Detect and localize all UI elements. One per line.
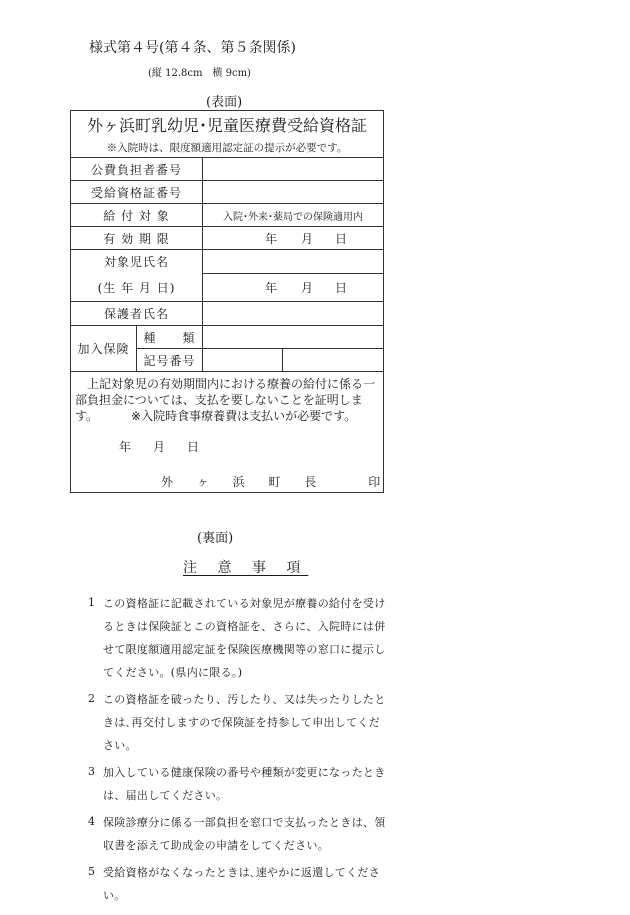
birth-date-field[interactable] xyxy=(203,274,384,302)
day-unit: 日 xyxy=(335,231,348,246)
validity-period-label: 有 効 期 限 xyxy=(71,227,203,250)
insurance-symbol-number-label: 記号番号 xyxy=(137,349,203,372)
validity-date-field[interactable] xyxy=(203,227,384,250)
note-item xyxy=(88,861,388,907)
recipient-number-label: 受給資格証番号 xyxy=(71,181,203,204)
note-item xyxy=(88,761,388,807)
note-text: 受給資格がなくなったときは､速やかに返還してください。 xyxy=(103,866,380,902)
guardian-name-label: 保護者氏名 xyxy=(71,302,203,326)
form-number-heading: 様式第４号(第４条、第５条関係) xyxy=(89,40,296,56)
benefit-target-label: 給 付 対 象 xyxy=(71,204,203,227)
day-unit: 日 xyxy=(335,281,348,295)
certificate-note: ※入院時は、限度額適用認定証の提示が必要です。 xyxy=(71,137,384,158)
certificate-card xyxy=(70,110,384,493)
note-item xyxy=(88,688,388,757)
certification-text: 上記対象児の有効期間内における療養の給付に係る一部負担金については、支払を要しないことを証明します。 xyxy=(75,377,376,423)
public-burden-number-label: 公費負担者番号 xyxy=(71,158,203,181)
year-unit: 年 xyxy=(265,281,278,295)
note-text: この資格証を破ったり、汚したり、又は失ったりしたときは､再交付しますので保険証を持参して申出してください。 xyxy=(103,693,386,752)
issue-year: 年 xyxy=(119,440,132,454)
benefit-target-value: 入院･外来･薬局での保険適用内 xyxy=(203,204,384,227)
note-item xyxy=(88,592,388,684)
month-unit: 月 xyxy=(301,231,314,246)
note-item xyxy=(88,811,388,857)
note-text: この資格証に記載されている対象児が療養の給付を受けるときは保険証とこの資格証を、さらに、入院時には併せて限度額適用認定証を保険医療機関等の窓口に提示してください。(県内に限る。) xyxy=(103,597,386,679)
notes-list xyxy=(88,592,388,911)
certificate-title: 外ヶ浜町乳幼児･児童医療費受給資格証 xyxy=(71,111,384,138)
meal-cost-note: ※入院時食事療養費は支払いが必要です。 xyxy=(131,409,357,423)
year-unit: 年 xyxy=(265,231,278,246)
insurance-kind-label: 種 類 xyxy=(137,326,203,349)
note-number: 1 xyxy=(88,596,95,609)
notes-heading: 注 意 事 項 xyxy=(183,560,309,576)
public-burden-number-field[interactable] xyxy=(203,158,384,181)
note-number: 5 xyxy=(88,865,95,878)
issue-date xyxy=(71,438,383,455)
recipient-number-field[interactable] xyxy=(203,181,384,204)
child-name-label: 対象児氏名 xyxy=(71,250,203,274)
insurance-label: 加入保険 xyxy=(71,326,137,372)
child-name-field[interactable] xyxy=(203,250,384,274)
issue-day: 日 xyxy=(187,440,200,454)
note-number: 4 xyxy=(88,815,95,828)
month-unit: 月 xyxy=(301,281,314,295)
note-text: 保険診療分に係る一部負担を窓口で支払ったときは、領収書を添えて助成金の申請をしてください。 xyxy=(103,816,386,852)
insurance-number-field[interactable] xyxy=(283,349,384,372)
insurance-symbol-field[interactable] xyxy=(203,349,283,372)
certification-block xyxy=(71,372,384,493)
note-number: 3 xyxy=(88,765,95,778)
front-side-label: (表面) xyxy=(206,95,243,110)
back-side-label: (裏面) xyxy=(197,531,234,546)
note-number: 2 xyxy=(88,692,95,705)
guardian-name-field[interactable] xyxy=(203,302,384,326)
insurance-kind-field[interactable] xyxy=(203,326,384,349)
mayor-title: 外 ヶ 浜 町 長 xyxy=(161,475,327,489)
birth-date-label: (生 年 月 日) xyxy=(71,274,203,302)
issue-month: 月 xyxy=(153,440,166,454)
seal-mark: 印 xyxy=(368,475,381,489)
note-text: 加入している健康保険の番号や種類が変更になったときは、届出してください。 xyxy=(103,766,386,802)
size-note: (縦 12.8cm 横 9cm) xyxy=(148,68,251,79)
